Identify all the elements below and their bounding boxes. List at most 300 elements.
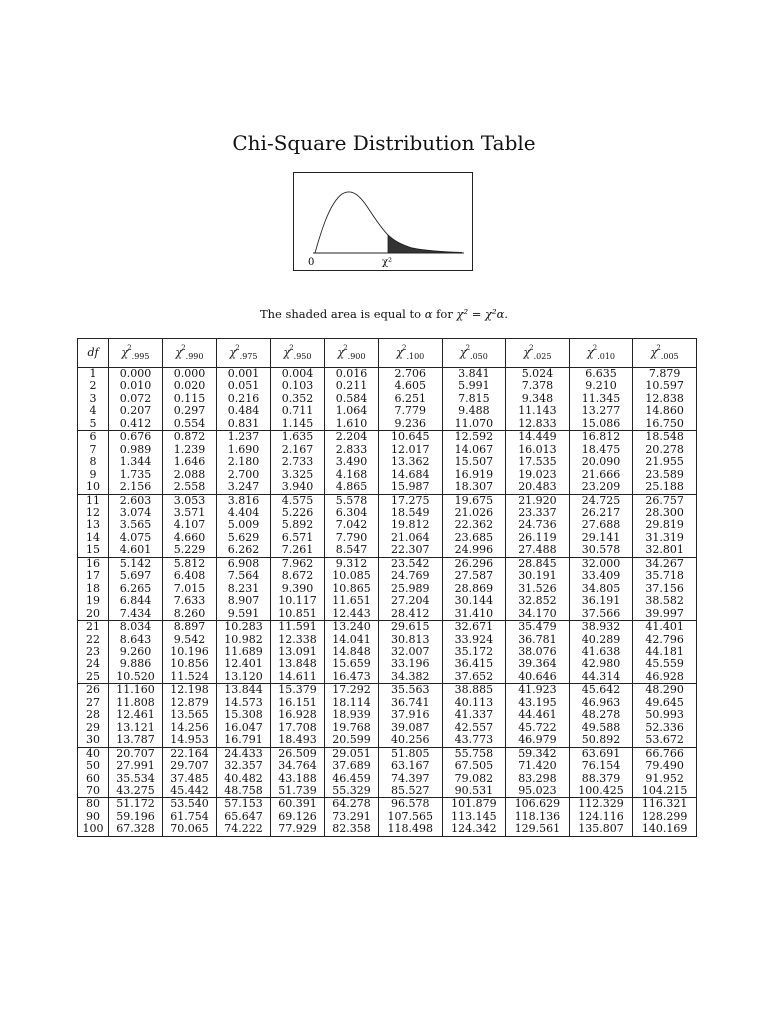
value-cell: 23.685 [442,532,506,544]
alpha-subscript: .950 [293,352,312,362]
value-cell: 55.758 [442,747,506,760]
value-cell: 30.191 [506,570,570,582]
value-cell: 9.210 [569,380,633,392]
value-cell: 22.164 [163,747,217,760]
value-cell: 53.672 [633,734,697,747]
value-cell: 46.979 [506,734,570,747]
value-cell: 13.848 [271,658,325,670]
value-cell: 90.531 [442,785,506,798]
column-header [633,339,697,368]
value-cell: 0.584 [325,393,379,405]
value-cell: 69.126 [271,811,325,823]
value-cell: 91.952 [633,773,697,785]
table-row [78,798,697,811]
value-cell: 37.689 [325,760,379,772]
value-cell: 52.336 [633,722,697,734]
value-cell: 37.485 [163,773,217,785]
value-cell: 118.498 [379,823,443,836]
df-cell: 13 [78,519,109,531]
value-cell: 40.482 [217,773,271,785]
value-cell: 16.151 [271,697,325,709]
df-cell: 20 [78,608,109,621]
value-cell: 14.684 [379,469,443,481]
value-cell: 29.819 [633,519,697,531]
value-cell: 53.540 [163,798,217,811]
df-cell: 21 [78,621,109,634]
value-cell: 0.211 [325,380,379,392]
value-cell: 18.114 [325,697,379,709]
value-cell: 32.671 [442,621,506,634]
value-cell: 96.578 [379,798,443,811]
value-cell: 16.047 [217,722,271,734]
value-cell: 1.344 [109,456,163,468]
value-cell: 23.589 [633,469,697,481]
value-cell: 63.167 [379,760,443,772]
value-cell: 4.107 [163,519,217,531]
value-cell: 124.116 [569,811,633,823]
value-cell: 20.483 [506,481,570,494]
value-cell: 33.409 [569,570,633,582]
value-cell: 12.838 [633,393,697,405]
df-cell: 90 [78,811,109,823]
value-cell: 6.571 [271,532,325,544]
value-cell: 2.603 [109,494,163,507]
value-cell: 1.735 [109,469,163,481]
value-cell: 8.034 [109,621,163,634]
chi-label: χ² [382,257,393,268]
df-header: df [78,339,109,368]
value-cell: 14.848 [325,646,379,658]
df-cell: 26 [78,684,109,697]
value-cell: 7.564 [217,570,271,582]
df-cell: 40 [78,747,109,760]
value-cell: 6.262 [217,544,271,557]
value-cell: 41.337 [442,709,506,721]
value-cell: 12.592 [442,431,506,444]
value-cell: 24.769 [379,570,443,582]
value-cell: 50.993 [633,709,697,721]
value-cell: 14.573 [217,697,271,709]
value-cell: 12.443 [325,608,379,621]
value-cell: 2.156 [109,481,163,494]
table-body [78,368,697,837]
value-cell: 9.542 [163,634,217,646]
value-cell: 9.488 [442,405,506,417]
superscript-two: 2 [127,344,132,353]
value-cell: 8.672 [271,570,325,582]
value-cell: 27.688 [569,519,633,531]
value-cell: 0.554 [163,418,217,431]
superscript-two: 2 [235,344,240,353]
value-cell: 29.051 [325,747,379,760]
value-cell: 8.897 [163,621,217,634]
table-row [78,544,697,557]
df-cell: 8 [78,456,109,468]
caption-prefix: The shaded area is equal to [259,307,422,321]
value-cell: 13.844 [217,684,271,697]
value-cell: 30.578 [569,544,633,557]
value-cell: 41.401 [633,621,697,634]
df-cell: 2 [78,380,109,392]
value-cell: 32.801 [633,544,697,557]
value-cell: 45.442 [163,785,217,798]
value-cell: 2.733 [271,456,325,468]
value-cell: 21.920 [506,494,570,507]
value-cell: 0.484 [217,405,271,417]
value-cell: 19.768 [325,722,379,734]
value-cell: 0.001 [217,368,271,381]
value-cell: 37.156 [633,583,697,595]
value-cell: 0.115 [163,393,217,405]
value-cell: 16.791 [217,734,271,747]
df-cell: 1 [78,368,109,381]
alpha-subscript: .025 [533,352,552,362]
value-cell: 6.844 [109,595,163,607]
value-cell: 12.017 [379,444,443,456]
distribution-figure [293,172,473,271]
value-cell: 4.404 [217,507,271,519]
zero-label: 0 [308,257,315,268]
value-cell: 13.565 [163,709,217,721]
table-row [78,608,697,621]
value-cell: 13.362 [379,456,443,468]
value-cell: 43.773 [442,734,506,747]
df-cell: 10 [78,481,109,494]
table-row [78,671,697,684]
value-cell: 3.816 [217,494,271,507]
caption [0,307,768,321]
value-cell: 3.565 [109,519,163,531]
df-cell: 14 [78,532,109,544]
df-cell: 100 [78,823,109,836]
value-cell: 45.642 [569,684,633,697]
value-cell: 5.697 [109,570,163,582]
df-cell: 7 [78,444,109,456]
value-cell: 50.892 [569,734,633,747]
value-cell: 31.410 [442,608,506,621]
value-cell: 27.587 [442,570,506,582]
value-cell: 100.425 [569,785,633,798]
df-cell: 3 [78,393,109,405]
value-cell: 31.526 [506,583,570,595]
value-cell: 0.989 [109,444,163,456]
value-cell: 4.575 [271,494,325,507]
df-cell: 22 [78,634,109,646]
value-cell: 6.635 [569,368,633,381]
value-cell: 27.991 [109,760,163,772]
value-cell: 29.615 [379,621,443,634]
value-cell: 135.807 [569,823,633,836]
value-cell: 3.490 [325,456,379,468]
value-cell: 4.601 [109,544,163,557]
value-cell: 21.026 [442,507,506,519]
value-cell: 79.082 [442,773,506,785]
value-cell: 63.691 [569,747,633,760]
value-cell: 24.996 [442,544,506,557]
value-cell: 112.329 [569,798,633,811]
column-header [163,339,217,368]
value-cell: 25.989 [379,583,443,595]
table-row [78,431,697,444]
value-cell: 35.718 [633,570,697,582]
value-cell: 48.758 [217,785,271,798]
value-cell: 59.342 [506,747,570,760]
chi-symbol: χ [121,346,129,360]
value-cell: 10.645 [379,431,443,444]
value-cell: 9.348 [506,393,570,405]
value-cell: 19.675 [442,494,506,507]
value-cell: 38.076 [506,646,570,658]
value-cell: 28.845 [506,557,570,570]
chi-symbol: χ [650,346,658,360]
value-cell: 7.779 [379,405,443,417]
value-cell: 10.856 [163,658,217,670]
value-cell: 17.535 [506,456,570,468]
value-cell: 4.605 [379,380,443,392]
value-cell: 15.308 [217,709,271,721]
value-cell: 5.229 [163,544,217,557]
value-cell: 35.534 [109,773,163,785]
value-cell: 30.813 [379,634,443,646]
table-row [78,734,697,747]
value-cell: 10.520 [109,671,163,684]
df-cell: 19 [78,595,109,607]
value-cell: 46.459 [325,773,379,785]
df-cell: 24 [78,658,109,670]
df-cell: 11 [78,494,109,507]
value-cell: 45.559 [633,658,697,670]
value-cell: 0.352 [271,393,325,405]
value-cell: 1.064 [325,405,379,417]
value-cell: 32.357 [217,760,271,772]
value-cell: 18.548 [633,431,697,444]
value-cell: 8.547 [325,544,379,557]
value-cell: 7.261 [271,544,325,557]
value-cell: 39.997 [633,608,697,621]
value-cell: 39.364 [506,658,570,670]
value-cell: 6.251 [379,393,443,405]
value-cell: 107.565 [379,811,443,823]
value-cell: 34.764 [271,760,325,772]
value-cell: 0.004 [271,368,325,381]
chi-symbol: χ [587,346,594,360]
value-cell: 10.865 [325,583,379,595]
value-cell: 0.412 [109,418,163,431]
value-cell: 36.741 [379,697,443,709]
value-cell: 40.113 [442,697,506,709]
superscript-two: 2 [592,344,598,353]
value-cell: 32.000 [569,557,633,570]
value-cell: 1.239 [163,444,217,456]
value-cell: 45.722 [506,722,570,734]
value-cell: 3.053 [163,494,217,507]
value-cell: 7.790 [325,532,379,544]
value-cell: 0.000 [163,368,217,381]
value-cell: 3.325 [271,469,325,481]
value-cell: 16.919 [442,469,506,481]
chi-symbol: χ [523,346,531,360]
caption-equation: χ² = χ²α. [456,307,509,321]
value-cell: 26.119 [506,532,570,544]
value-cell: 8.260 [163,608,217,621]
superscript-two: 2 [401,344,407,353]
value-cell: 11.524 [163,671,217,684]
df-cell: 5 [78,418,109,431]
value-cell: 21.064 [379,532,443,544]
value-cell: 37.652 [442,671,506,684]
value-cell: 11.591 [271,621,325,634]
value-cell: 40.289 [569,634,633,646]
value-cell: 9.390 [271,583,325,595]
value-cell: 13.120 [217,671,271,684]
value-cell: 17.275 [379,494,443,507]
value-cell: 36.191 [569,595,633,607]
page-title: Chi-Square Distribution Table [232,131,536,155]
value-cell: 55.329 [325,785,379,798]
value-cell: 18.307 [442,481,506,494]
column-header [442,339,506,368]
alpha-subscript: .975 [239,352,258,362]
value-cell: 104.215 [633,785,697,798]
superscript-two: 2 [465,344,471,353]
value-cell: 15.659 [325,658,379,670]
value-cell: 42.980 [569,658,633,670]
value-cell: 1.145 [271,418,325,431]
table-row [78,785,697,798]
value-cell: 2.180 [217,456,271,468]
value-cell: 18.549 [379,507,443,519]
value-cell: 37.916 [379,709,443,721]
value-cell: 28.300 [633,507,697,519]
value-cell: 38.885 [442,684,506,697]
value-cell: 36.415 [442,658,506,670]
superscript-two: 2 [181,344,186,353]
value-cell: 40.256 [379,734,443,747]
value-cell: 7.633 [163,595,217,607]
value-cell: 32.007 [379,646,443,658]
column-header [569,339,633,368]
column-header [506,339,570,368]
value-cell: 14.611 [271,671,325,684]
value-cell: 13.240 [325,621,379,634]
value-cell: 15.086 [569,418,633,431]
value-cell: 46.928 [633,671,697,684]
table-row [78,418,697,431]
value-cell: 10.117 [271,595,325,607]
value-cell: 0.207 [109,405,163,417]
value-cell: 24.736 [506,519,570,531]
chi-square-table [77,338,697,837]
value-cell: 2.700 [217,469,271,481]
value-cell: 124.342 [442,823,506,836]
value-cell: 29.707 [163,760,217,772]
value-cell: 13.787 [109,734,163,747]
value-cell: 22.307 [379,544,443,557]
table-row [78,481,697,494]
value-cell: 85.527 [379,785,443,798]
value-cell: 22.362 [442,519,506,531]
value-cell: 9.236 [379,418,443,431]
value-cell: 64.278 [325,798,379,811]
value-cell: 5.024 [506,368,570,381]
chi-symbol: χ [337,346,345,360]
value-cell: 118.136 [506,811,570,823]
value-cell: 61.754 [163,811,217,823]
df-cell: 23 [78,646,109,658]
value-cell: 41.923 [506,684,570,697]
value-cell: 2.833 [325,444,379,456]
value-cell: 5.812 [163,557,217,570]
value-cell: 28.412 [379,608,443,621]
value-cell: 26.296 [442,557,506,570]
value-cell: 113.145 [442,811,506,823]
df-cell: 12 [78,507,109,519]
value-cell: 27.488 [506,544,570,557]
df-cell: 50 [78,760,109,772]
value-cell: 0.711 [271,405,325,417]
caption-alpha: α [424,307,433,321]
header-row [78,339,697,368]
value-cell: 21.955 [633,456,697,468]
value-cell: 24.725 [569,494,633,507]
value-cell: 129.561 [506,823,570,836]
df-cell: 17 [78,570,109,582]
value-cell: 20.599 [325,734,379,747]
value-cell: 0.872 [163,431,217,444]
value-cell: 82.358 [325,823,379,836]
value-cell: 43.195 [506,697,570,709]
value-cell: 6.408 [163,570,217,582]
value-cell: 26.217 [569,507,633,519]
value-cell: 13.091 [271,646,325,658]
value-cell: 3.247 [217,481,271,494]
df-cell: 29 [78,722,109,734]
value-cell: 44.314 [569,671,633,684]
value-cell: 20.090 [569,456,633,468]
value-cell: 0.676 [109,431,163,444]
value-cell: 14.449 [506,431,570,444]
value-cell: 20.707 [109,747,163,760]
value-cell: 1.646 [163,456,217,468]
value-cell: 14.953 [163,734,217,747]
alpha-subscript: .050 [470,352,488,362]
value-cell: 20.278 [633,444,697,456]
value-cell: 30.144 [442,595,506,607]
value-cell: 16.013 [506,444,570,456]
df-cell: 16 [78,557,109,570]
table-row [78,823,697,836]
chi-symbol: χ [229,346,237,360]
value-cell: 34.382 [379,671,443,684]
value-cell: 5.629 [217,532,271,544]
value-cell: 116.321 [633,798,697,811]
chi-symbol: χ [175,346,183,360]
value-cell: 15.507 [442,456,506,468]
superscript-two: 2 [289,344,294,353]
value-cell: 5.142 [109,557,163,570]
value-cell: 12.461 [109,709,163,721]
value-cell: 0.297 [163,405,217,417]
column-header [271,339,325,368]
value-cell: 13.277 [569,405,633,417]
caption-middle: for [436,307,453,321]
value-cell: 0.103 [271,380,325,392]
value-cell: 7.962 [271,557,325,570]
df-cell: 80 [78,798,109,811]
value-cell: 0.216 [217,393,271,405]
value-cell: 8.231 [217,583,271,595]
alpha-subscript: .990 [185,352,204,362]
